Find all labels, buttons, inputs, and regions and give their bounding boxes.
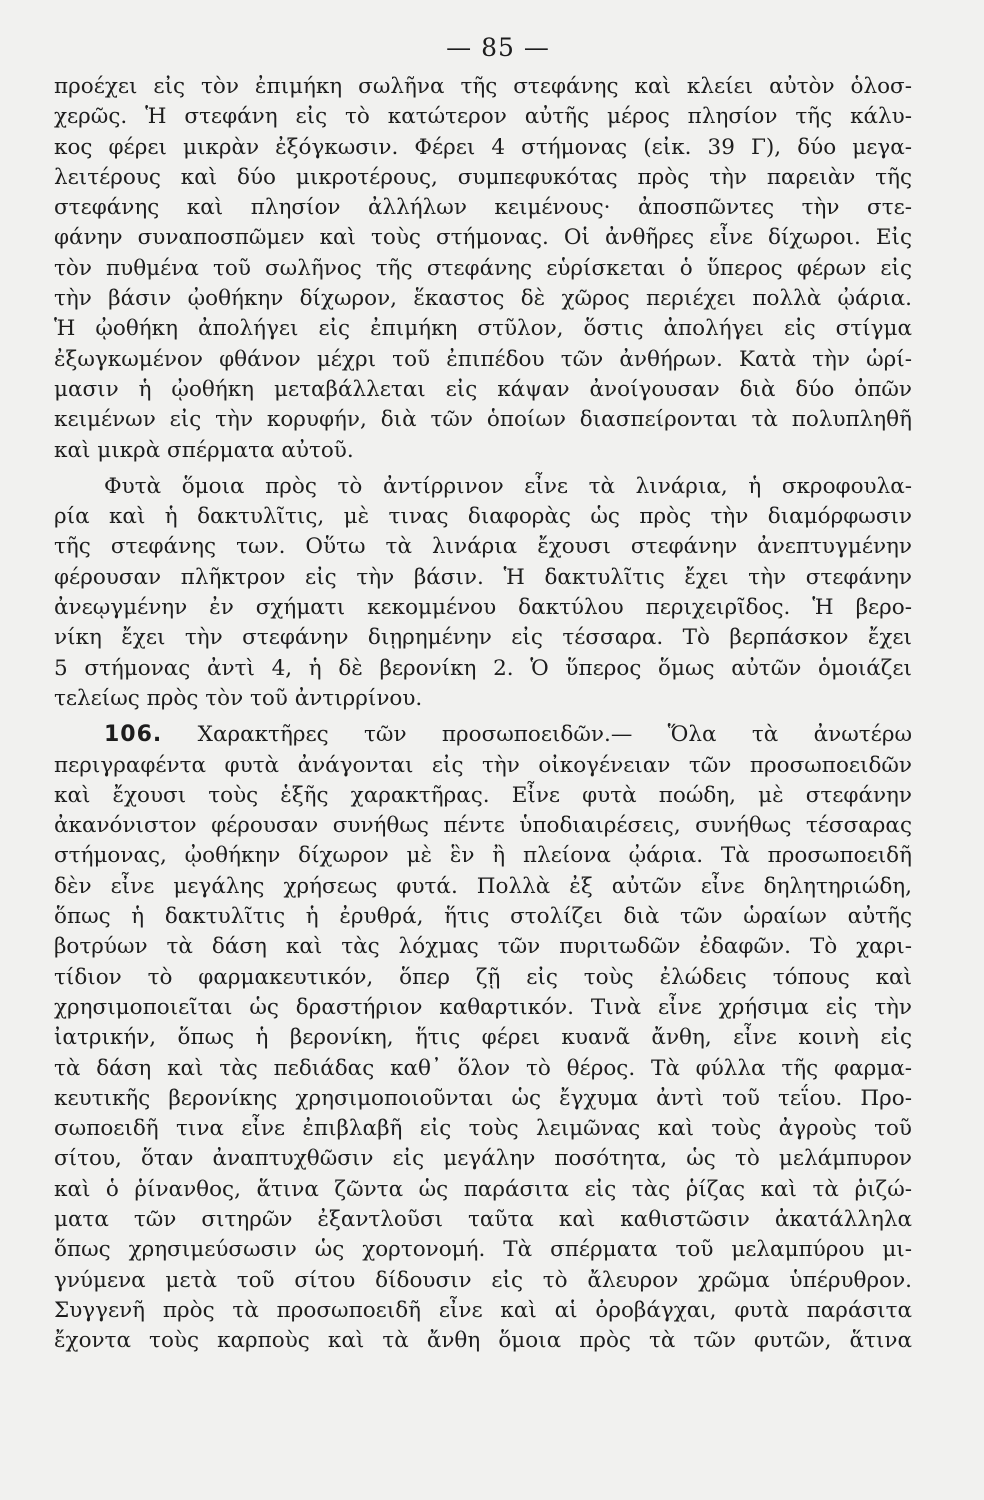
section-heading-text: Χαρακτῆρες τῶν προσωποειδῶν.— Ὅλα τὰ ἀνωτέρω <box>197 722 912 748</box>
text-line: χερῶς. Ἡ στεφάνη εἰς τὸ κατώτερον αὐτῆς μέρος πλησίον τῆς κάλυ- <box>54 104 912 130</box>
text-line: τὰ δάση καὶ τὰς πεδιάδας καθ᾽ ὅλον τὸ θέρος. Τὰ φύλλα τῆς φαρμα- <box>54 1055 912 1081</box>
text-line: νίκη ἔχει τὴν στεφάνην διῃρημένην εἰς τέσσαρα. Τὸ βερπάσκον ἔχει <box>54 625 912 651</box>
text-line: βοτρύων τὰ δάση καὶ τὰς λόχμας τῶν πυριτωδῶν ἐδαφῶν. Τὸ χαρι- <box>54 934 912 960</box>
text-line: καὶ ἔχουσι τοὺς ἑξῆς χαρακτῆρας. Εἶνε φυτὰ ποώδη, μὲ στεφάνην <box>54 782 912 808</box>
text-line: 5 στήμονας ἀντὶ 4, ἡ δὲ βερονίκη 2. Ὁ ὕπερος ὅμως αὐτῶν ὁμοιάζει <box>54 655 912 681</box>
text-line: καὶ μικρὰ σπέρματα αὐτοῦ. <box>54 437 354 463</box>
text-line: στεφάνης καὶ πλησίον ἀλλήλων κειμένους· ἀποσπῶντες τὴν στε- <box>54 195 912 221</box>
text-line: κειμένων εἰς τὴν κορυφήν, διὰ τῶν ὁποίων διασπείρονται τὰ πολυπληθῆ <box>54 407 912 433</box>
section-number: 106. <box>104 722 163 748</box>
paragraph-2 <box>54 472 912 714</box>
text-line: χρησιμοποιεῖται ὡς δραστήριον καθαρτικόν. Τινὰ εἶνε χρήσιμα εἰς τὴν <box>54 994 912 1020</box>
text-line: Συγγενῆ πρὸς τὰ προσωποειδῆ εἶνε καὶ αἱ ὀροβάγχαι, φυτὰ παράσιτα <box>54 1297 912 1323</box>
text-line: φάνην συναποσπῶμεν καὶ τοὺς στήμονας. Οἱ ἀνθῆρες εἶνε δίχωροι. Εἰς <box>54 225 912 251</box>
text-line: ἔχοντα τοὺς καρποὺς καὶ τὰ ἄνθη ὅμοια πρὸς τὰ τῶν φυτῶν, ἅτινα <box>54 1328 912 1354</box>
paragraph-1 <box>54 72 912 466</box>
text-line: ἰατρικήν, ὅπως ἡ βερονίκη, ἥτις φέρει κυανᾶ ἄνθη, εἶνε κοινὴ εἰς <box>54 1025 912 1051</box>
text-line: ὅπως χρησιμεύσωσιν ὡς χορτονομή. Τὰ σπέρματα τοῦ μελαμπύρου μι- <box>54 1237 912 1263</box>
text-line: κος φέρει μικρὰν ἐξόγκωσιν. Φέρει 4 στήμονας (εἰκ. 39 Γ), δύο μεγα- <box>54 134 912 160</box>
text-line: σωποειδῆ τινα εἶνε ἐπιβλαβῆ εἰς τοὺς λειμῶνας καὶ τοὺς ἀγροὺς τοῦ <box>54 1116 912 1142</box>
text-line: κευτικῆς βερονίκης χρησιμοποιοῦνται ὡς ἔγχυμα ἀντὶ τοῦ τεΐου. Προ- <box>54 1085 912 1111</box>
section-heading-line <box>54 720 912 750</box>
book-page <box>54 32 912 1356</box>
text-line: μασιν ἡ ᾠοθήκη μεταβάλλεται εἰς κάψαν ἀνοίγουσαν διὰ δύο ὀπῶν <box>54 376 912 402</box>
text-line: δὲν εἶνε μεγάλης χρήσεως φυτά. Πολλὰ ἐξ αὐτῶν εἶνε δηλητηριώδη, <box>54 873 912 899</box>
text-line: περιγραφέντα φυτὰ ἀνάγονται εἰς τὴν οἰκογένειαν τῶν προσωποειδῶν <box>54 752 912 778</box>
text-line: ρία καὶ ἡ δακτυλῖτις, μὲ τινας διαφορὰς ὡς πρὸς τὴν διαμόρφωσιν <box>54 504 912 530</box>
text-line: γνύμενα μετὰ τοῦ σίτου δίδουσιν εἰς τὸ ἄλευρον χρῶμα ὑπέρυθρον. <box>54 1267 912 1293</box>
text-line: λειτέρους καὶ δύο μικροτέρους, συμπεφυκότας πρὸς τὴν παρειὰν τῆς <box>54 164 912 190</box>
text-line: ἐξωγκωμένον φθάνον μέχρι τοῦ ἐπιπέδου τῶν ἀνθήρων. Κατὰ τὴν ὡρί- <box>54 346 912 372</box>
text-line: ὅπως ἡ δακτυλῖτις ἡ ἐρυθρά, ἥτις στολίζει διὰ τῶν ὡραίων αὐτῆς <box>54 904 912 930</box>
text-line: τῆς στεφάνης των. Οὕτω τὰ λινάρια ἔχουσι στεφάνην ἀνεπτυγμένην <box>54 534 912 560</box>
text-line: τὸν πυθμένα τοῦ σωλῆνος τῆς στεφάνης εὑρίσκεται ὁ ὕπερος φέρων εἰς <box>54 255 912 281</box>
text-line: σίτου, ὅταν ἀναπτυχθῶσιν εἰς μεγάλην ποσότητα, ὡς τὸ μελάμπυρον <box>54 1146 912 1172</box>
text-line: προέχει εἰς τὸν ἐπιμήκη σωλῆνα τῆς στεφάνης καὶ κλείει αὐτὸν ὁλοσ- <box>54 74 912 99</box>
text-line: τὴν βάσιν ᾠοθήκην δίχωρον, ἕκαστος δὲ χῶρος περιέχει πολλὰ ᾠάρια. <box>54 286 912 312</box>
text-line: φέρουσαν πλῆκτρον εἰς τὴν βάσιν. Ἡ δακτυλῖτις ἔχει τὴν στεφάνην <box>54 564 912 590</box>
text-line: ματα τῶν σιτηρῶν ἐξαντλοῦσι ταῦτα καὶ καθιστῶσιν ἀκατάλληλα <box>54 1206 912 1232</box>
page-number: — 85 — <box>446 33 550 62</box>
paragraph-3 <box>54 720 912 1356</box>
text-line: στήμονας, ᾠοθήκην δίχωρον μὲ ἓν ἢ πλείονα ᾠάρια. Τὰ προσωποειδῆ <box>54 843 912 869</box>
text-line: Φυτὰ ὅμοια πρὸς τὸ ἀντίρρινον εἶνε τὰ λινάρια, ἡ σκροφουλα- <box>104 473 912 499</box>
text-line: καὶ ὁ ῥίνανθος, ἅτινα ζῶντα ὡς παράσιτα εἰς τὰς ῥίζας καὶ τὰ ῥιζώ- <box>54 1176 912 1202</box>
text-line: τελείως πρὸς τὸν τοῦ ἀντιρρίνου. <box>54 685 423 711</box>
text-line: Ἡ ᾠοθήκη ἀπολήγει εἰς ἐπιμήκη στῦλον, ὅστις ἀπολήγει εἰς στίγμα <box>54 316 912 342</box>
text-line: ἀκανόνιστον φέρουσαν συνήθως πέντε ὑποδιαιρέσεις, συνήθως τέσσαρας <box>54 813 912 839</box>
text-line: τίδιον τὸ φαρμακευτικόν, ὅπερ ζῇ εἰς τοὺς ἐλώδεις τόπους καὶ <box>54 964 912 990</box>
text-line: ἀνεῳγμένην ἐν σχήματι κεκομμένου δακτύλου περιχειρῖδος. Ἡ βερο- <box>54 595 912 621</box>
